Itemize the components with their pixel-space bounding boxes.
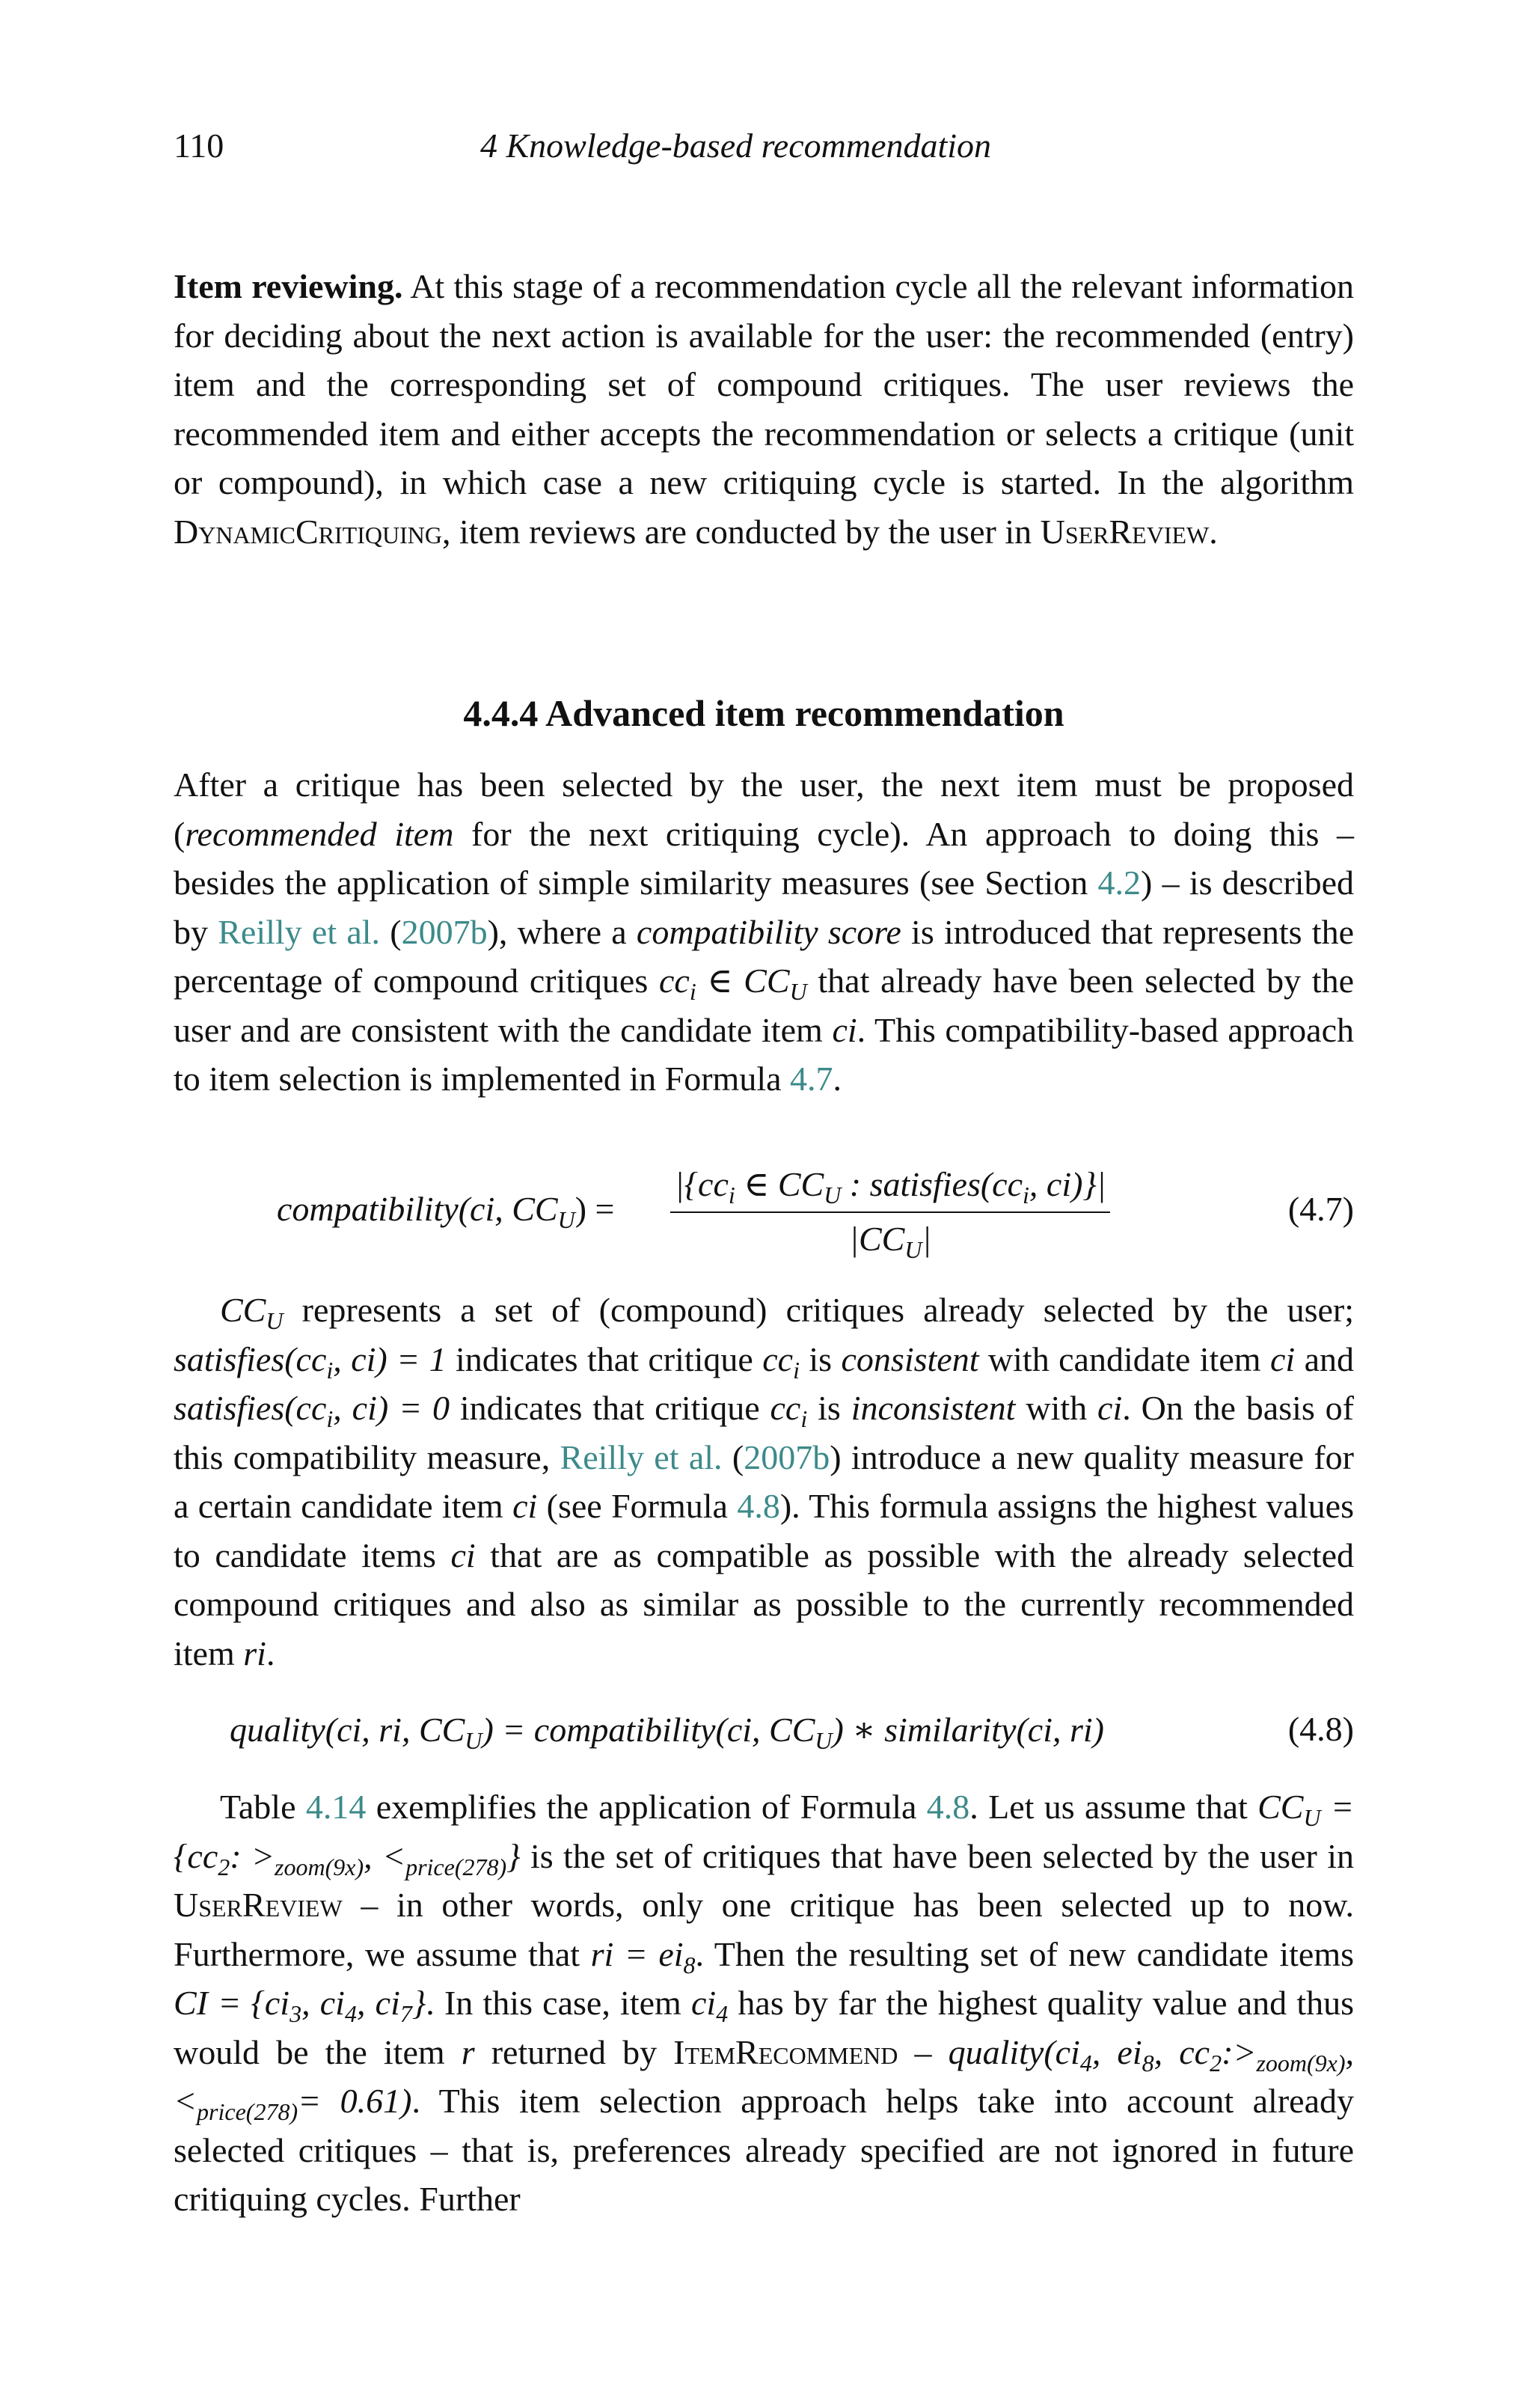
text: After a critique has been selected by the user, the next item must be proposed ( bbox=[174, 766, 1354, 853]
text: , item reviews are conducted by the user in bbox=[441, 512, 1041, 551]
emphasis: consistent bbox=[841, 1339, 979, 1378]
text: – in other words, only one critique has been selected up to now. Furthermore, we assume that bbox=[174, 1886, 1354, 1973]
math: $cc_i$ ∈ $CC_U$ bbox=[658, 962, 807, 1005]
equation-lhs: compatibility(ci, $CC_U$) = bbox=[277, 1190, 615, 1233]
equation-fraction bbox=[670, 1164, 1110, 1263]
math: ci bbox=[1269, 1339, 1296, 1378]
emphasis: recommended item bbox=[185, 814, 454, 853]
text: . bbox=[1209, 512, 1218, 551]
text: (see Formula bbox=[537, 1487, 738, 1525]
formula-ref-link[interactable]: 4.8 bbox=[926, 1788, 970, 1826]
table-ref-link[interactable]: 4.14 bbox=[305, 1788, 367, 1826]
algorithm-name: DynamicCritiquing bbox=[174, 512, 442, 551]
math: $satisfies(cc_i$, ci) = 0 bbox=[174, 1389, 450, 1432]
text: . Let us assume that bbox=[969, 1788, 1258, 1826]
math: $CC_U$ bbox=[220, 1291, 284, 1334]
text: that already have been selected by the user and are consistent with the candidate item bbox=[174, 962, 1355, 1049]
text: indicates that critique bbox=[450, 1389, 770, 1427]
math: CI = {$ci_3$, $ci_4$, $ci_7$} bbox=[174, 1984, 426, 2027]
emphasis: compatibility score bbox=[636, 912, 901, 951]
text: is introduced that represents the percentage of compound critiques bbox=[174, 912, 1355, 1000]
text: ). This formula assigns the highest values to candidate items bbox=[174, 1487, 1354, 1574]
math: $CC_U = \{cc_2$: $>_{zoom(9x)}$, $<_{price(278)}$} bbox=[174, 1788, 1354, 1880]
formula-ref-link[interactable]: 4.7 bbox=[790, 1060, 833, 1098]
text: . This compatibility-based approach to item selection is implemented in Formula bbox=[174, 1010, 1354, 1098]
citation-author-link[interactable]: Reilly et al. bbox=[218, 912, 381, 951]
paragraph-item-reviewing bbox=[174, 262, 1354, 556]
text: . bbox=[833, 1060, 842, 1098]
text: ) introduce a new quality measure for a certain candidate item bbox=[174, 1437, 1354, 1525]
text: ( bbox=[380, 912, 402, 951]
math: $ci_4$ bbox=[691, 1984, 729, 2027]
text: ), where a bbox=[487, 912, 637, 951]
equation-4-7 bbox=[174, 1164, 1354, 1268]
math: $satisfies(cc_i$, ci) = 1 bbox=[174, 1339, 447, 1384]
fraction-numerator: $|\{cc_i$ ∈ $CC_U$ : $satisfies(cc_i$, ci)}| bbox=[670, 1164, 1110, 1213]
math: $cc_i$ bbox=[762, 1339, 800, 1384]
section-heading: 4.4.4 Advanced item recommendation bbox=[463, 692, 1064, 734]
running-head: 4 Knowledge-based recommendation bbox=[480, 126, 992, 165]
text: with bbox=[1015, 1389, 1098, 1427]
citation-year-link[interactable]: 2007b bbox=[744, 1437, 830, 1476]
text: ( bbox=[722, 1437, 744, 1476]
paragraph-example bbox=[174, 1782, 1354, 2224]
math: ci bbox=[450, 1535, 476, 1574]
text: . On the basis of this compatibility measure, bbox=[174, 1389, 1355, 1476]
text: Table bbox=[220, 1788, 306, 1826]
formula-ref-link[interactable]: 4.8 bbox=[737, 1487, 780, 1525]
math: ci bbox=[1097, 1389, 1123, 1427]
math: r bbox=[461, 2032, 475, 2071]
text: that are as compatible as possible with the already selected compound critiques and also as similar as possible to the currently recommended item bbox=[174, 1535, 1354, 1672]
procedure-name: ItemRecommend bbox=[673, 2032, 898, 2071]
math: ri bbox=[243, 1634, 266, 1672]
text: is bbox=[807, 1389, 851, 1427]
text: . This item selection approach helps take into account already selected critiques – that is, preferences already specified are not ignored in future critiquing cycles. Further bbox=[174, 2082, 1354, 2218]
text: exemplifies the application of Formula bbox=[366, 1788, 927, 1826]
page-header bbox=[174, 126, 1354, 171]
citation-year-link[interactable]: 2007b bbox=[401, 912, 488, 951]
text: . In this case, item bbox=[426, 1984, 692, 2022]
paragraph-compatibility bbox=[174, 760, 1354, 1104]
text: is the set of critiques that have been selected by the user in bbox=[520, 1836, 1355, 1875]
text: indicates that critique bbox=[446, 1339, 763, 1378]
text: ) – is described by bbox=[174, 864, 1354, 951]
fraction-denominator: $|CC_U|$ bbox=[849, 1220, 932, 1263]
equation-4-8 bbox=[174, 1709, 1354, 1754]
citation-author-link[interactable]: Reilly et al. bbox=[560, 1437, 723, 1476]
page-number: 110 bbox=[174, 126, 224, 165]
text: with candidate item bbox=[978, 1339, 1270, 1378]
equation-number: (4.8) bbox=[1287, 1710, 1354, 1748]
math: ri = $ei_8$ bbox=[590, 1934, 696, 1978]
text: . bbox=[266, 1634, 275, 1672]
paragraph-quality-measure bbox=[174, 1286, 1354, 1678]
procedure-name: UserReview bbox=[174, 1886, 343, 1924]
emphasis: inconsistent bbox=[851, 1389, 1016, 1427]
text: has by far the highest quality value and thus would be the item bbox=[174, 1984, 1354, 2071]
text: represents a set of (compound) critiques already selected by the user; bbox=[283, 1291, 1354, 1329]
text: At this stage of a recommendation cycle all the relevant information for deciding about the next action is available for the user: the recommended (entry) item and the corresponding set of compound critiques. The user reviews the recommended item and either accepts the recommendation or selects a critique (unit or compound), in which case a new critiquing cycle is started. In the algorithm bbox=[174, 267, 1354, 501]
text: returned by bbox=[474, 2032, 674, 2071]
math: ci bbox=[512, 1487, 538, 1525]
text: is bbox=[799, 1339, 842, 1378]
section-ref-link[interactable]: 4.2 bbox=[1097, 864, 1142, 902]
paragraph-lead: Item reviewing. bbox=[174, 267, 403, 305]
math: $quality(ci_4$, $ei_8$, $cc_2:>_{zoom(9x)}$, $<_{price(278)}= 0.61$) bbox=[174, 2032, 1355, 2125]
equation-body: quality(ci, ri, $CC_U$) = compatibility(ci, $CC_U$) ∗ similarity(ci, ri) bbox=[230, 1711, 1104, 1754]
math: ci bbox=[832, 1010, 857, 1049]
text: – bbox=[898, 2032, 949, 2071]
math: $cc_i$ bbox=[770, 1389, 808, 1432]
procedure-name: UserReview bbox=[1040, 512, 1210, 551]
equation-number: (4.7) bbox=[1287, 1190, 1354, 1228]
text: . Then the resulting set of new candidate items bbox=[695, 1934, 1355, 1973]
text: for the next critiquing cycle). An approach to doing this – besides the application of simple similarity measures (see Section bbox=[174, 814, 1355, 902]
text: and bbox=[1295, 1339, 1354, 1378]
